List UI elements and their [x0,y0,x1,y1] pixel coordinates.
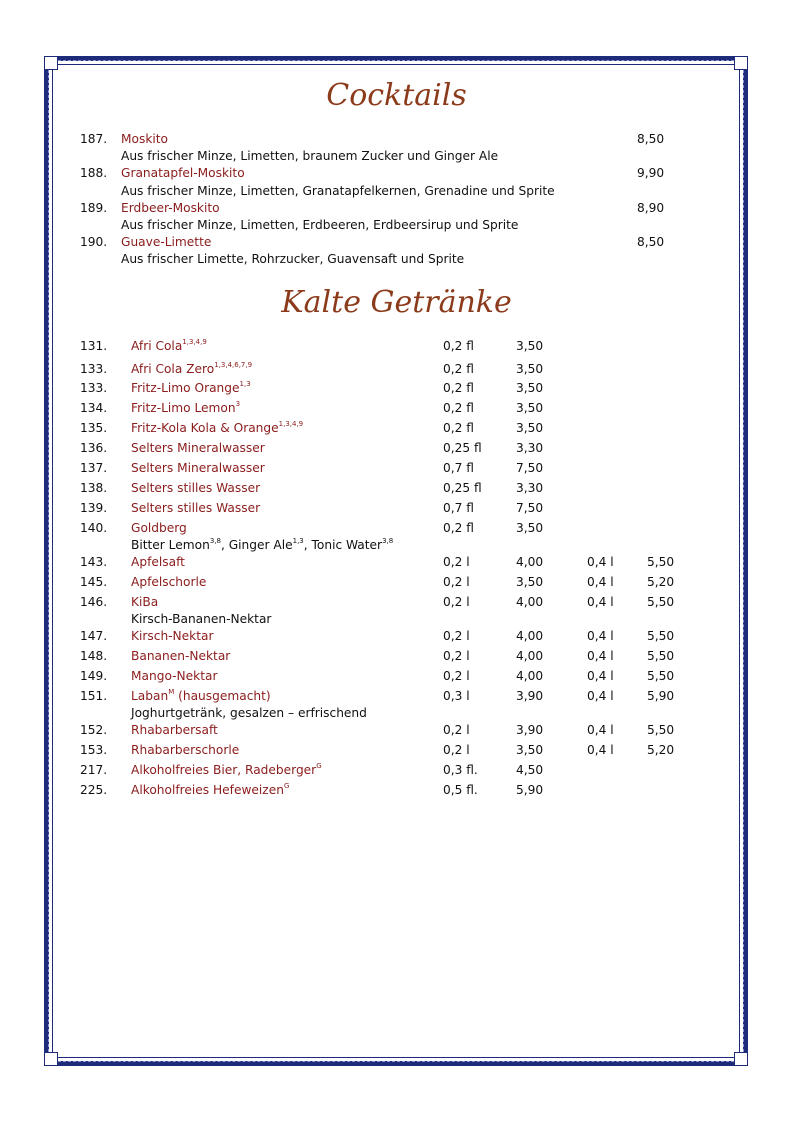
menu-item [0,164,793,182]
border-corner [734,1052,748,1066]
item-number: 225. [80,783,108,798]
menu-item [0,439,793,457]
item-number: 188. [80,166,108,181]
price-small: 7,50 [516,461,544,475]
cocktails-heading: Cocktails [326,78,467,113]
menu-item [0,479,793,497]
allergen-note: M [168,688,175,696]
item-name: Selters stilles Wasser [131,500,261,515]
item-number: 187. [80,132,108,146]
allergen-note: 1,3,4,9 [182,338,207,346]
price-small: 3,50 [516,361,544,376]
price-small: 5,90 [516,783,544,798]
item-number: 139. [80,500,108,515]
item-number: 133. [80,381,108,396]
price-large: 5,50 [647,555,675,570]
size-large: 0,4 l [587,629,614,644]
item-name: Apfelsaft [131,555,185,570]
menu-item [0,647,793,665]
item-price: 8,90 [637,200,665,215]
item-name: Granatapfel-Moskito [121,166,245,181]
item-number: 137. [80,461,108,475]
item-number: 153. [80,743,108,758]
size-small: 0,25 fl [443,441,482,456]
item-name: Erdbeer-Moskito [121,200,220,215]
item-name: KiBa [131,594,159,609]
menu-item [0,199,793,217]
item-name: Afri Cola$^{1,3,4,9}$ [131,338,207,353]
price-small: 4,00 [516,555,544,570]
size-small: 0,2 fl [443,520,474,535]
menu-item [0,687,793,705]
item-description-row [0,536,793,554]
item-name: Selters Mineralwasser [131,441,265,456]
size-large: 0,4 l [587,669,614,684]
item-number: 135. [80,421,108,436]
item-description: Joghurtgetränk, gesalzen – erfrischend [131,706,367,721]
allergen-note: 1,3 [292,536,304,545]
item-description-row [0,147,793,165]
item-description: Aus frischer Minze, Limetten, Erdbeeren, Erdbeersirup und Sprite [121,218,519,232]
price-small: 7,50 [516,500,544,515]
menu-item [0,130,793,148]
item-description: Aus frischer Minze, Limetten, braunem Zucker und Ginger Ale [121,149,499,164]
size-large: 0,4 l [587,723,614,738]
size-large: 0,4 l [587,689,614,703]
item-number: 133. [80,361,108,376]
size-small: 0,2 l [443,649,470,664]
size-small: 0,2 l [443,743,470,758]
item-number: 136. [80,441,108,456]
item-name: Selters stilles Wasser [131,480,261,495]
item-name: Selters Mineralwasser [131,461,265,475]
price-large: 5,50 [647,629,675,644]
border-corner [734,56,748,70]
item-number: 189. [80,200,108,215]
item-number: 147. [80,629,108,644]
price-large: 5,50 [647,669,675,684]
item-description-row [0,704,793,722]
item-number: 140. [80,520,108,535]
price-large: 5,50 [647,594,675,609]
item-name: Fritz-Limo Orange$^{1,3}$ [131,380,251,396]
item-name: Mango-Nektar [131,669,218,684]
size-large: 0,4 l [587,594,614,609]
item-name: Laban$^M$ (hausgemacht) [131,688,271,703]
allergen-note: 3,8 [382,536,394,545]
menu-item [0,337,793,355]
menu-item [0,721,793,739]
price-small: 4,00 [516,594,544,609]
price-large: 5,20 [647,575,675,589]
menu-item [0,627,793,645]
menu-item [0,233,793,251]
allergen-note: 1,3 [239,380,251,389]
allergen-note: 3,8 [209,536,221,545]
price-small: 3,50 [516,381,544,396]
item-number: 138. [80,480,108,495]
size-small: 0,7 fl [443,461,474,475]
size-large: 0,4 l [587,743,614,758]
kalte-getraenke-heading: Kalte Getränke [281,285,512,320]
item-name: Fritz-Kola Kola & Orange$^{1,3,4,9}$ [131,420,304,436]
menu-item [0,667,793,685]
menu-item [0,761,793,779]
size-small: 0,7 fl [443,500,474,515]
item-name: Alkoholfreies Hefeweizen$^G$ [131,782,290,798]
item-name: Alkoholfreies Bier, Radeberger$^G$ [131,762,322,778]
item-number: 151. [80,689,108,703]
price-small: 3,90 [516,723,544,738]
size-small: 0,2 fl [443,361,474,376]
size-large: 0,4 l [587,555,614,570]
item-number: 146. [80,594,108,609]
item-description: Bitter Lemon$^{3,8}$, Ginger Ale$^{1,3}$, Tonic Water$^{3,8}$ [131,536,394,552]
item-name: Rhabarbersaft [131,723,218,738]
size-small: 0,2 l [443,575,470,589]
size-small: 0,25 fl [443,480,482,495]
border-corner [44,56,58,70]
item-description: Aus frischer Limette, Rohrzucker, Guavensaft und Sprite [121,252,465,267]
item-number: 145. [80,575,108,589]
menu-item [0,379,793,397]
item-name: Guave-Limette [121,235,212,250]
border-corner [44,1052,58,1066]
size-small: 0,2 fl [443,421,474,436]
allergen-note: 3 [235,400,241,409]
size-small: 0,2 fl [443,401,474,416]
item-number: 217. [80,763,108,778]
price-small: 4,50 [516,763,544,778]
price-large: 5,90 [647,689,675,703]
price-small: 3,50 [516,520,544,535]
menu-item [0,459,793,477]
item-name: Bananen-Nektar [131,649,231,664]
item-description: Aus frischer Minze, Limetten, Granatapfelkernen, Grenadine und Sprite [121,183,555,198]
allergen-note: G [283,782,290,791]
item-number: 143. [80,555,108,570]
item-number: 148. [80,649,108,664]
size-small: 0,2 l [443,669,470,684]
price-small: 4,00 [516,629,544,644]
size-small: 0,2 l [443,555,470,570]
item-description: Kirsch-Bananen-Nektar [131,612,272,627]
price-small: 3,90 [516,689,544,703]
item-number: 134. [80,401,108,416]
price-small: 3,30 [516,480,544,495]
item-name: Rhabarberschorle [131,743,240,758]
price-small: 4,00 [516,669,544,684]
price-small: 3,50 [516,575,544,589]
size-small: 0,2 fl [443,339,474,353]
size-small: 0,3 fl. [443,763,478,778]
size-small: 0,2 fl [443,381,474,396]
item-description-row [0,250,793,268]
size-small: 0,5 fl. [443,783,478,798]
price-small: 3,50 [516,401,544,416]
size-small: 0,3 l [443,689,470,703]
item-number: 131. [80,339,108,353]
item-number: 149. [80,669,108,684]
menu-item [0,741,793,759]
item-name: Afri Cola Zero$^{1,3,4,6,7,9}$ [131,360,253,376]
item-price: 9,90 [637,166,665,181]
size-large: 0,4 l [587,575,614,589]
menu-item [0,593,793,611]
item-name: Moskito [121,132,169,146]
price-small: 4,00 [516,649,544,664]
item-name: Goldberg [131,520,187,535]
price-large: 5,20 [647,743,675,758]
size-small: 0,2 l [443,723,470,738]
menu-item [0,399,793,417]
menu-item [0,573,793,591]
menu-item [0,781,793,799]
price-small: 3,50 [516,421,544,436]
menu-item [0,553,793,571]
item-name: Apfelschorle [131,575,207,589]
item-price: 8,50 [637,132,665,146]
item-description-row [0,182,793,200]
item-description-row [0,216,793,234]
price-small: 3,30 [516,441,544,456]
item-description-row [0,610,793,628]
allergen-note: G [316,762,322,771]
item-price: 8,50 [637,235,665,250]
menu-item [0,360,793,378]
price-large: 5,50 [647,649,675,664]
menu-item [0,499,793,517]
size-large: 0,4 l [587,649,614,664]
allergen-note: 1,3,4,6,7,9 [214,360,253,369]
size-small: 0,2 l [443,594,470,609]
item-name: Fritz-Limo Lemon$^3$ [131,400,241,416]
item-number: 190. [80,235,108,250]
item-name: Kirsch-Nektar [131,629,214,644]
price-large: 5,50 [647,723,675,738]
allergen-note: 1,3,4,9 [278,420,304,429]
item-number: 152. [80,723,108,738]
price-small: 3,50 [516,339,544,353]
menu-item [0,419,793,437]
size-small: 0,2 l [443,629,470,644]
menu-item [0,519,793,537]
price-small: 3,50 [516,743,544,758]
